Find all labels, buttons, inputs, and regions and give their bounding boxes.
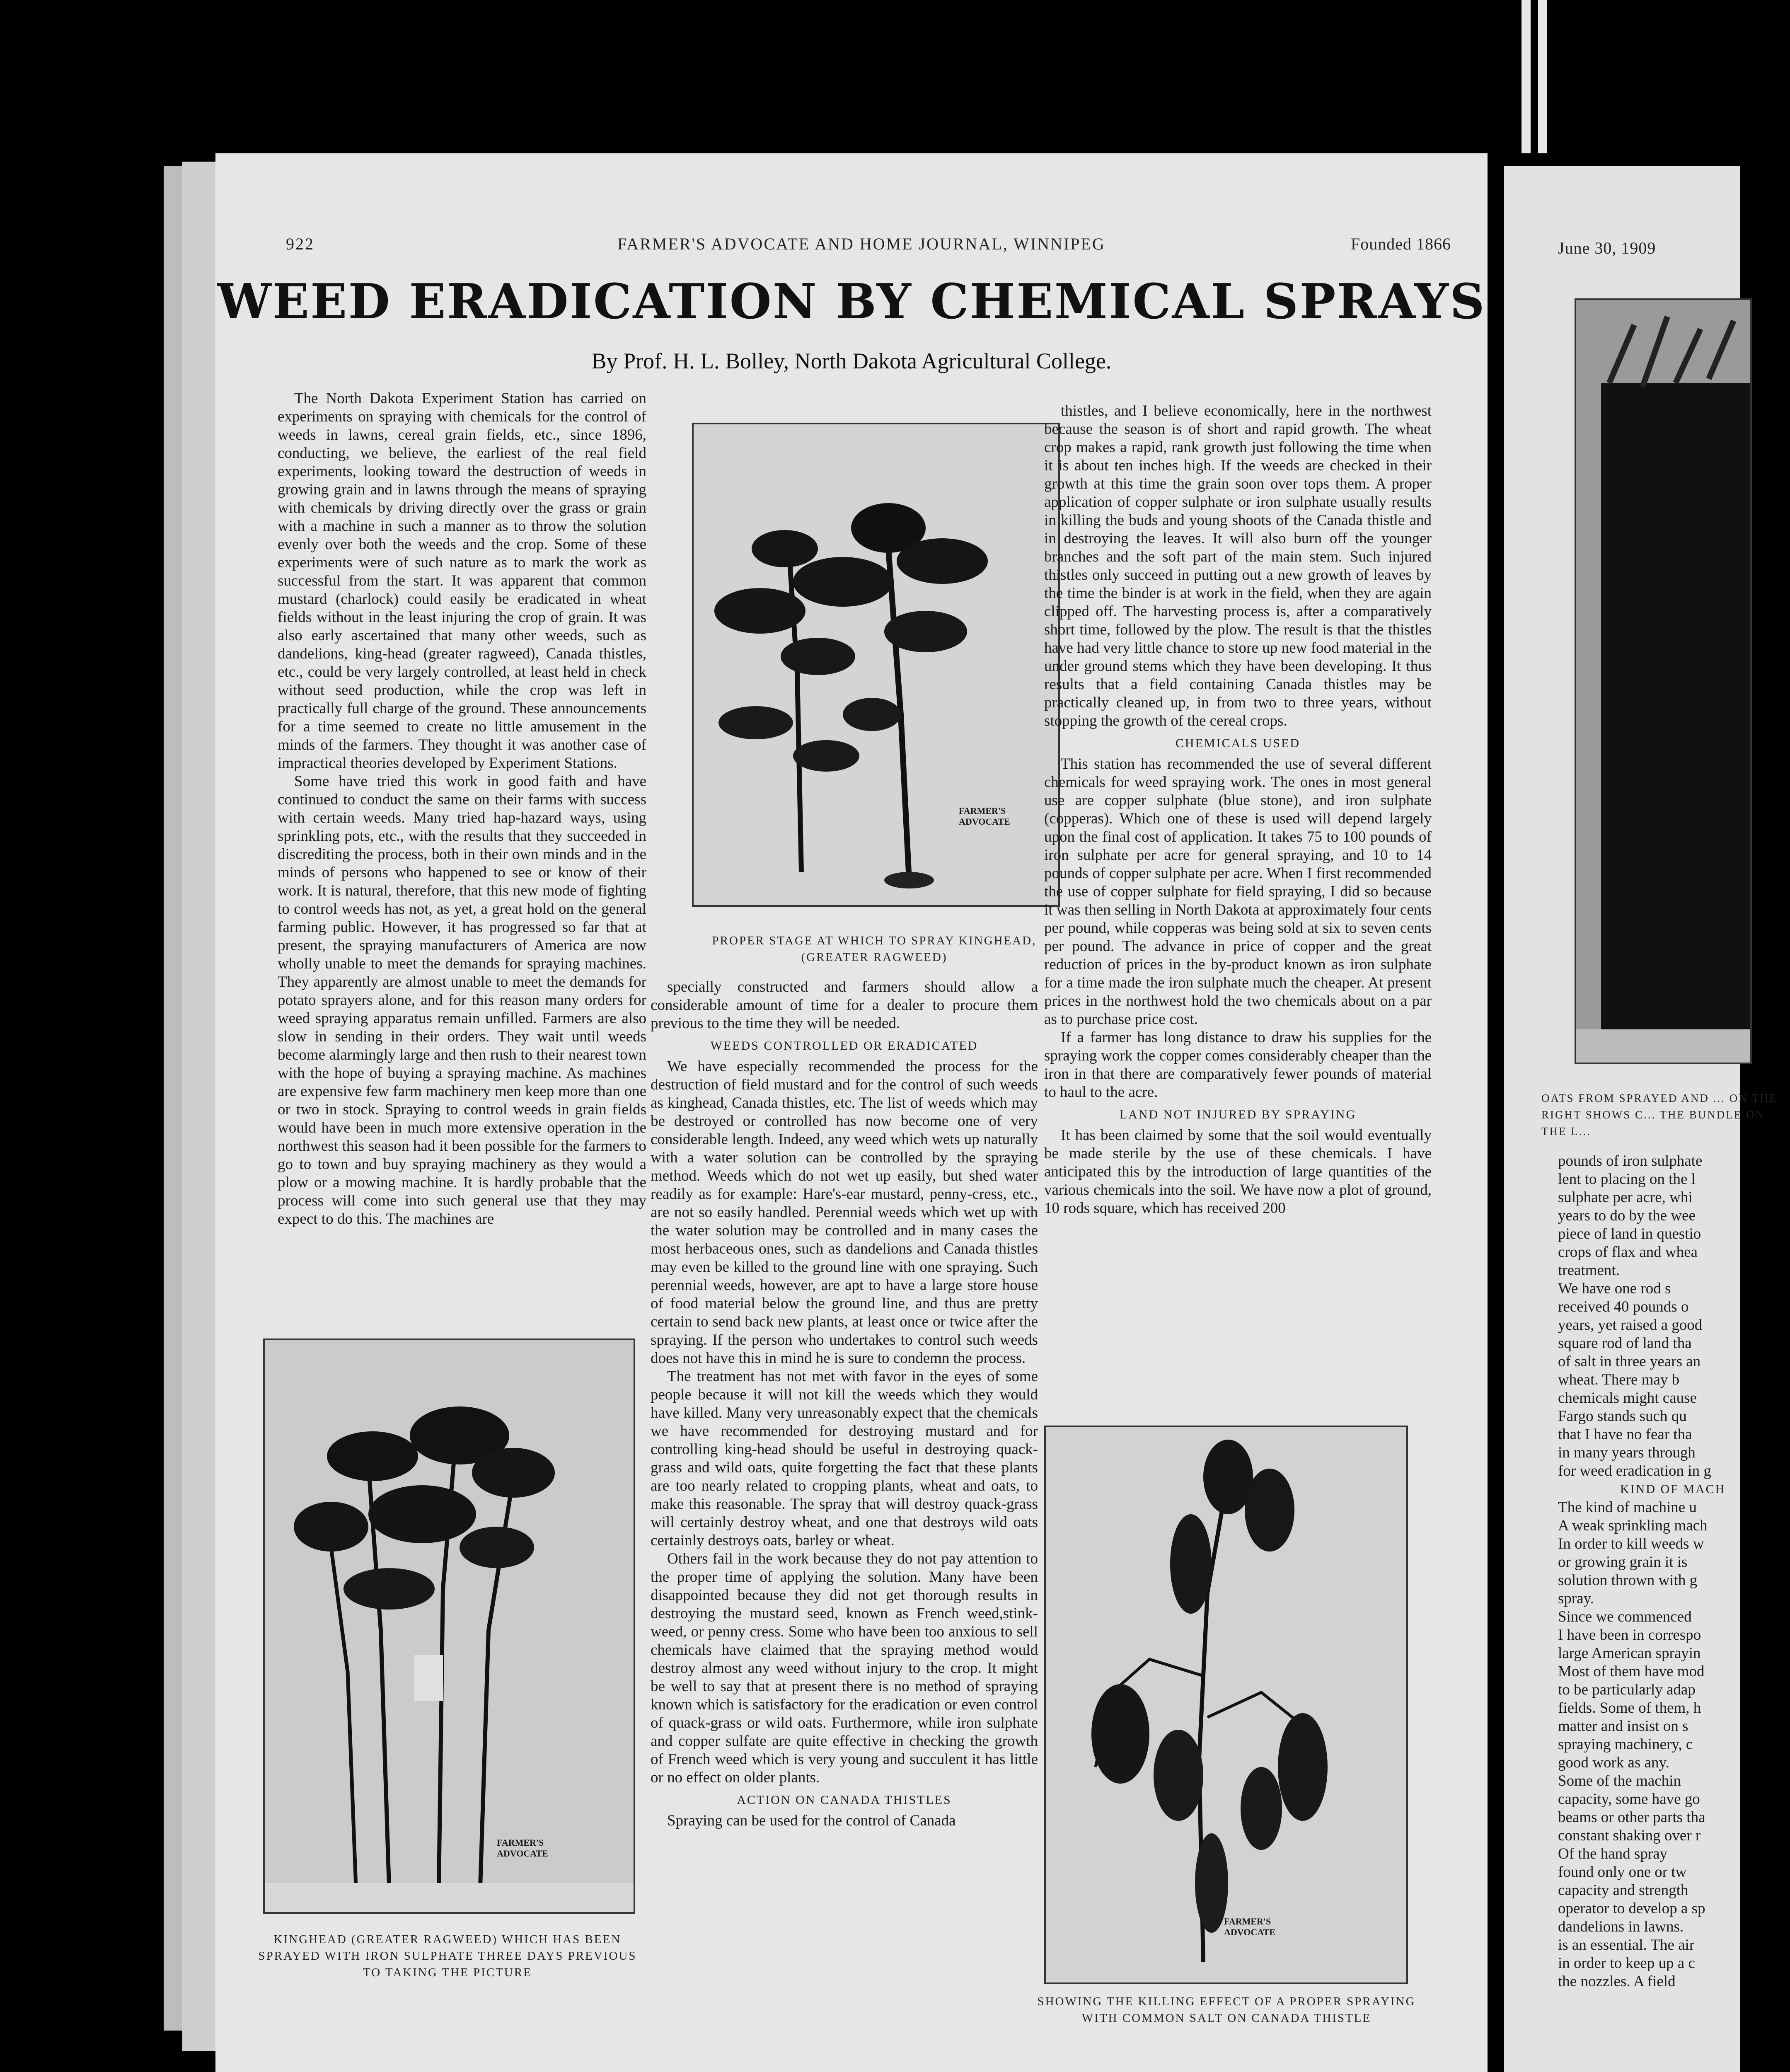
paragraph: thistles, and I believe economically, here in the northwest because the season is of short and rapid growth. The wheat crop makes a rapid, rank growth just following the time when it is about ten inches high. If the weeds are checked in their growth at this time the grain soon over tops them. A proper application of copper sulphate or iron sulphate usually results in killing the buds and young shoots of the Canada thistle and in destroying the leaves. It will also burn off the younger branches and the soft part of the main stem. Such injured thistles only succeed in putting out a new growth of leaves by the time the binder is at work in the field, when they are again clipped off. The harvesting process is, after a comparatively short time, followed by the plow. The result is that the thistles have had very little chance to store up new food material in the under ground stems which they have been developing. It thus results that a field containing Canada thistles may be practically cleaned up, in from two to three years, without stopping the growth of the cereal crops. — [1044, 402, 1432, 729]
page-number: 922 — [286, 235, 314, 253]
text-line: or growing grain it is — [1558, 1554, 1688, 1571]
plant-illustration — [694, 424, 1058, 905]
text-line: in many years through — [1558, 1444, 1696, 1461]
newspaper-page — [215, 153, 1488, 2072]
paragraph: Others fail in the work because they do not pay attention to the proper time of applying the solution. Many have been disappointed because they did not get thorough results in destroying the mustard seed, known as French weed,stink-weed, or penny cress. Some who have been too anxious to sell chemicals have claimed that the spraying method would destroy almost any weed without injury to the crop. It might be well to say that at present there is no method of spraying known which is satisfactory for the eradication or even control of quack-grass or wild oats. Furthermore, while iron sulphate and copper sulfate are quite effective in checking the growth of French weed which is very young and succulent it has little or no effect on older plants. — [651, 1550, 1038, 1786]
text-line: square rod of land tha — [1558, 1335, 1692, 1352]
paragraph: The North Dakota Experiment Station has carried on experiments on spraying with chemicals for the control of weeds in lawns, cereal grain fields, etc., since 1896, conducting, we believe, the earliest of the real field experiments, looking toward the destruction of weeds in growing grain and in lawns through the means of spraying with chemicals by driving directly over the grass or grain with a machine in such a manner as to throw the solution evenly over both the weeds and the crop. Some of these experiments were of such nature as to mark the work as successful from the start. It was apparent that common mustard (charlock) could easily be eradicated in wheat fields without in the least injuring the crop of grain. It was also early ascertained that many other weeds, such as dandelions, king-head (greater ragweed), Canada thistles, etc., could be very largely controlled, at least held in check without seed production, while the crop was left in practically full charge of the ground. These announcements for a time seemed to create no little amusement in the minds of the farmers. They thought it was another case of impractical theories developed by Experiment Stations. — [278, 390, 646, 772]
photo-kinghead-sprayed — [263, 1339, 635, 1914]
text-line: spray. — [1558, 1590, 1594, 1607]
photo-stamp: FARMER'S ADVOCATE — [1224, 1916, 1275, 1937]
text-line: dandelions in lawns. — [1558, 1918, 1684, 1935]
page-edge-inner — [182, 162, 220, 2051]
text-line: operator to develop a sp — [1558, 1900, 1705, 1917]
text-line: years to do by the wee — [1558, 1207, 1696, 1224]
column-1-text — [278, 390, 646, 1305]
oats-illustration — [1576, 300, 1750, 1063]
paragraph: specially constructed and farmers should allow a considerable amount of time for a dealer to procure them previous to the time they will be needed. — [651, 978, 1038, 1032]
subheading-weeds-controlled: WEEDS CONTROLLED OR ERADICATED — [710, 1039, 978, 1053]
film-bar-top-2 — [1538, 0, 1547, 153]
text-line: Most of them have mod — [1558, 1663, 1705, 1680]
column-3-text — [1044, 402, 1432, 1513]
text-line: chemicals might cause — [1558, 1389, 1697, 1406]
plant-illustration — [265, 1340, 634, 1912]
text-line: capacity, some have go — [1558, 1791, 1700, 1808]
text-line: In order to kill weeds w — [1558, 1535, 1704, 1552]
text-line: pounds of iron sulphate — [1558, 1152, 1703, 1169]
paragraph: It has been claimed by some that the soil would eventually be made sterile by the use of these chemicals. I have anticipated this by the introduction of large quantities of the various chemicals into the soil. We have now a plot of ground, 10 rods square, which has received 200 — [1044, 1127, 1432, 1217]
column-2-text — [651, 978, 1038, 1944]
text-line: Some of the machin — [1558, 1772, 1681, 1789]
text-line: I have been in correspo — [1558, 1627, 1701, 1644]
text-line: spraying machinery, c — [1558, 1736, 1693, 1753]
text-line: the nozzles. A field — [1558, 1973, 1676, 1990]
paragraph: Spraying can be used for the control of Canada — [667, 1812, 956, 1829]
text-line: capacity and strength — [1558, 1882, 1688, 1899]
subheading-canada-thistles: ACTION ON CANADA THISTLES — [737, 1793, 952, 1807]
text-line: treatment. — [1558, 1262, 1620, 1279]
text-line: We have one rod s — [1558, 1280, 1671, 1297]
photo-stamp: FARMER'S ADVOCATE — [497, 1837, 548, 1859]
facing-page — [1504, 166, 1778, 2072]
subheading-kind-of-machine: KIND OF MACH — [1620, 1482, 1726, 1496]
text-line: sulphate per acre, whi — [1558, 1189, 1693, 1206]
right-page-date: June 30, 1909 — [1558, 239, 1656, 257]
photo-stamp: FARMER'S ADVOCATE — [959, 806, 1010, 827]
text-line: to be particularly adap — [1558, 1681, 1696, 1698]
text-line: matter and insist on s — [1558, 1718, 1688, 1735]
caption-top-photo: PROPER STAGE AT WHICH TO SPRAY KINGHEAD, (GREATER RAGWEED) — [712, 934, 1037, 964]
subheading-chemicals-used: CHEMICALS USED — [1175, 736, 1301, 750]
subheading-land-not-injured: LAND NOT INJURED BY SPRAYING — [1119, 1108, 1357, 1121]
text-line: large American sprayin — [1558, 1645, 1701, 1662]
text-line: wheat. There may b — [1558, 1371, 1680, 1388]
text-line: A weak sprinkling mach — [1558, 1517, 1708, 1534]
text-line: crops of flax and whea — [1558, 1244, 1698, 1261]
text-line: of salt in three years an — [1558, 1353, 1701, 1370]
text-line: lent to placing on the l — [1558, 1171, 1696, 1188]
text-line: years, yet raised a good — [1558, 1317, 1703, 1334]
text-line: received 40 pounds o — [1558, 1298, 1689, 1315]
paragraph: We have especially recommended the process for the destruction of field mustard and for the control of such weeds as kinghead, Canada thistles, etc. The list of weeds which may be destroyed or controlled has now become one of very considerable length. Indeed, any weed which wets up naturally with a water solution can be controlled by the spraying method. Weeds which do not wet up easily, but shed water readily as for example: Hare's-ear mustard, penny-cress, etc., are not so easily handled. Perennial weeds which wet up with the water solution may be controlled and in many cases the most herbaceous ones, such as dandelions and Canada thistles may even be killed to the ground line with one spraying. Such perennial weeds, however, are apt to have a large store house of food material below the ground line, and thus are pretty certain to send back new plants, at least once or twice after the spraying. If the person who undertakes to control such weeds does not have this in mind he is sure to condemn the process. — [651, 1058, 1038, 1367]
text-line: constant shaking over r — [1558, 1827, 1701, 1844]
text-line: that I have no fear tha — [1558, 1426, 1692, 1443]
photo-canada-thistle-sprayed — [1044, 1426, 1408, 1984]
caption-right-photo: SHOWING THE KILLING EFFECT OF A PROPER SPRAYING WITH COMMON SALT ON CANADA THISTLE — [1037, 1995, 1416, 2025]
text-line: for weed eradication in g — [1558, 1462, 1711, 1479]
journal-header: FARMER'S ADVOCATE AND HOME JOURNAL, WINNIPEG — [617, 235, 1105, 253]
paragraph: The treatment has not met with favor in the eyes of some people because it will not kill the weeds which they would have killed. Many very unreasonably expect that the chemicals we have recommended for destroying mustard and for controlling king-head should be useful in destroying quack-grass and wild oats, quite forgetting the fact that these plants are too nearly related to cropping plants, wheat and oats, to make this reasonable. The spray that will destroy quack-grass will certainly destroy wheat, and one that destroys wild oats certainly destroys oats, barley or wheat. — [651, 1368, 1038, 1549]
plant-illustration — [1046, 1427, 1406, 1982]
text-line: fields. Some of them, h — [1558, 1699, 1701, 1716]
text-line: Fargo stands such qu — [1558, 1408, 1687, 1425]
text-line: is an essential. The air — [1558, 1936, 1695, 1953]
photo-oats — [1575, 298, 1752, 1064]
paragraph: If a farmer has long distance to draw his supplies for the spraying work the copper comes considerably cheaper than the iron in that there are comparatively fewer pounds of material to haul to the acre. — [1044, 1029, 1432, 1101]
article-byline: By Prof. H. L. Bolley, North Dakota Agricultural College. — [591, 349, 1112, 373]
text-line: Since we commenced — [1558, 1608, 1692, 1625]
caption-oats-photo: OATS FROM SPRAYED AND ... ON THE RIGHT SHOWS C... THE BUNDLE ON THE L... — [1541, 1092, 1778, 1138]
film-bar-top-1 — [1522, 0, 1531, 153]
text-line: in order to keep up a c — [1558, 1955, 1695, 1972]
text-line: Of the hand spray — [1558, 1845, 1668, 1862]
text-line: good work as any. — [1558, 1754, 1669, 1771]
caption-left-photo: KINGHEAD (GREATER RAGWEED) WHICH HAS BEEN SPRAYED WITH IRON SULPHATE THREE DAYS PREVIOUS TO TAKING THE PICTURE — [258, 1933, 637, 1979]
founded-header: Founded 1866 — [1351, 235, 1451, 253]
text-line: solution thrown with g — [1558, 1572, 1698, 1589]
photo-kinghead-proper-stage — [692, 423, 1060, 907]
paragraph: This station has recommended the use of several different chemicals for weed spraying work. The ones in most general use are copper sulphate (blue stone), and iron sulphate (copperas). Which one of these is used will depend largely upon the final cost of application. It takes 75 to 100 pounds of iron sulphate per acre for general spraying, and 10 to 14 pounds of copper sulphate per acre. When I first recommended the use of copper sulphate for field spraying, I did so because it was then selling in North Dakota at approximately four cents per pound, while copperas was being sold at six to seven cents per pound. The advance in price of copper and the great reduction of prices in the by-product known as iron sulphate for a time made the iron sulphate much the cheaper. At present prices in the northwest hold the two chemicals about on a par as to purchase price cost. — [1044, 755, 1432, 1028]
text-line: The kind of machine u — [1558, 1499, 1697, 1516]
text-line: found only one or tw — [1558, 1864, 1687, 1881]
right-page-text-a — [1558, 1152, 1740, 1991]
paragraph: Some have tried this work in good faith and have continued to conduct the same on their farms with success with certain weeds. Many tried hap-hazard ways, using sprinkling pots, etc., with the results that they succeeded in discrediting the process, both in their own minds and in the minds of persons who happened to see or know of their work. It is natural, therefore, that this new mode of fighting to control weeds has not, as yet, a great hold on the general farming public. However, it has progressed so far that at present, the spraying manufacturers of America are now wholly unable to meet the demands for spraying machines. They apparently are almost unable to meet the demands for potato sprayers alone, and for this reason many orders for weed spraying apparatus remain unfilled. Farmers are also slow in sending in their orders. They wait until weeds become alarmingly large and then rush to their nearest town with the hope of buying a spraying machine. As machines are expensive few farm machinery men keep more than one or two in stock. Spraying to control weeds in grain fields would have been in much more extensive operation in the northwest this season had it been possible for the farmers to go to town and buy spraying machinery as they would a plow or a mowing machine. It is hardly probable that the process will come into such general use that they may expect to do this. The machines are — [278, 773, 646, 1227]
article-title: WEED ERADICATION BY CHEMICAL SPRAYS — [217, 274, 1486, 330]
text-line: beams or other parts tha — [1558, 1809, 1705, 1826]
text-line: piece of land in questio — [1558, 1225, 1701, 1242]
